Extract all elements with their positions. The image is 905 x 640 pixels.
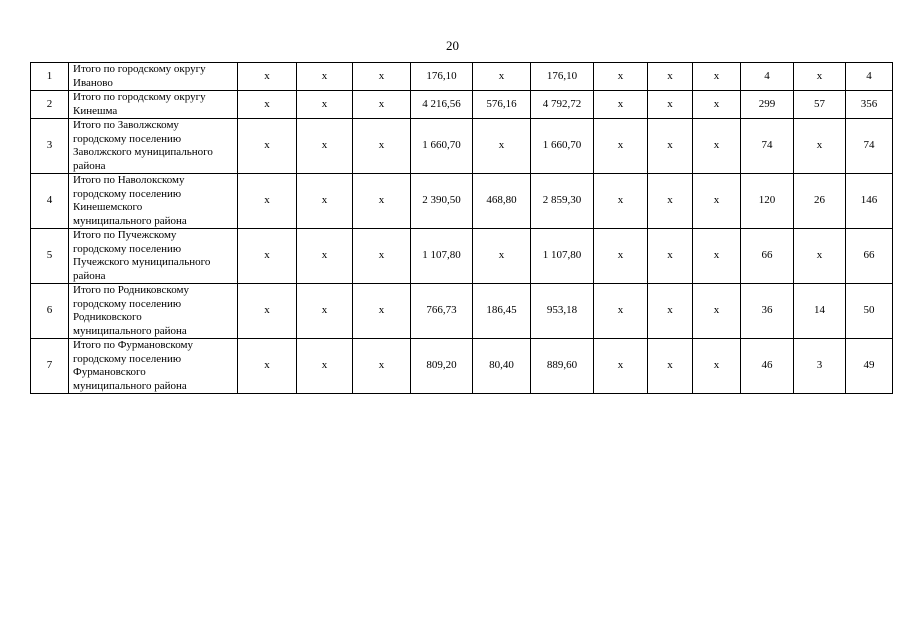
table-cell: x — [693, 229, 741, 284]
row-name-line: района — [73, 159, 106, 172]
table-cell: x — [648, 284, 693, 339]
table-cell: x — [238, 91, 297, 119]
table-cell: x — [353, 91, 411, 119]
table-cell: 889,60 — [531, 339, 594, 394]
table-cell: x — [238, 339, 297, 394]
table-cell: x — [238, 284, 297, 339]
row-name — [69, 339, 238, 394]
table-cell: x — [353, 174, 411, 229]
table-cell: x — [594, 339, 648, 394]
table-cell: x — [594, 284, 648, 339]
table-cell: x — [648, 174, 693, 229]
row-name-line: Фурмановского — [73, 366, 146, 378]
row-name-line: Итого по Родниковскому — [73, 284, 189, 296]
row-name-line: Итого по городскому округу — [73, 91, 206, 103]
table-cell: x — [794, 119, 846, 174]
table-cell: 50 — [846, 284, 893, 339]
table-cell: x — [353, 63, 411, 91]
table-row — [31, 119, 893, 174]
row-name-line: Заволжского муниципального — [73, 146, 213, 158]
row-name-line: Итого по Фурмановскому — [73, 339, 193, 351]
table-cell: x — [594, 119, 648, 174]
row-name — [69, 63, 238, 91]
table-cell: 468,80 — [473, 174, 531, 229]
table-cell: x — [794, 229, 846, 284]
table-cell: 80,40 — [473, 339, 531, 394]
table-cell: x — [353, 229, 411, 284]
table-cell: x — [297, 284, 353, 339]
table-cell: x — [648, 339, 693, 394]
table-cell: 4 792,72 — [531, 91, 594, 119]
table-cell: x — [353, 119, 411, 174]
table-cell: x — [594, 229, 648, 284]
table-cell: x — [297, 91, 353, 119]
table-cell: 120 — [741, 174, 794, 229]
row-name-line: муниципального района — [73, 324, 187, 337]
row-name-line: Родниковского — [73, 311, 142, 323]
table-cell: x — [297, 339, 353, 394]
table-cell: 176,10 — [411, 63, 473, 91]
row-name-line: Итого по Наволокскому — [73, 174, 185, 186]
table-cell: x — [297, 229, 353, 284]
table-cell: 1 660,70 — [411, 119, 473, 174]
table-cell: 66 — [741, 229, 794, 284]
table-row — [31, 229, 893, 284]
row-name-line: городскому поселению — [73, 352, 182, 365]
table-row — [31, 339, 893, 394]
row-name — [69, 91, 238, 119]
table-cell: x — [693, 284, 741, 339]
row-number: 5 — [31, 229, 69, 284]
row-name — [69, 284, 238, 339]
table-cell: 74 — [846, 119, 893, 174]
row-number: 7 — [31, 339, 69, 394]
table-cell: x — [297, 63, 353, 91]
table-cell: 809,20 — [411, 339, 473, 394]
table-cell: 1 107,80 — [411, 229, 473, 284]
table-cell: 14 — [794, 284, 846, 339]
row-name-line: городскому поселению — [73, 187, 182, 200]
table-cell: x — [238, 119, 297, 174]
table-cell: 4 216,56 — [411, 91, 473, 119]
table-cell: x — [353, 339, 411, 394]
table-row — [31, 284, 893, 339]
table-cell: 146 — [846, 174, 893, 229]
row-number: 3 — [31, 119, 69, 174]
table-cell: 26 — [794, 174, 846, 229]
table-cell: x — [648, 229, 693, 284]
row-name — [69, 119, 238, 174]
table-cell: 46 — [741, 339, 794, 394]
table-cell: 4 — [741, 63, 794, 91]
table-cell: 3 — [794, 339, 846, 394]
row-number: 2 — [31, 91, 69, 119]
table-cell: x — [473, 119, 531, 174]
table-cell: 57 — [794, 91, 846, 119]
table-cell: x — [473, 229, 531, 284]
table-cell: 74 — [741, 119, 794, 174]
table-cell: 356 — [846, 91, 893, 119]
table-cell: x — [238, 174, 297, 229]
table-cell: 49 — [846, 339, 893, 394]
table-cell: x — [473, 63, 531, 91]
table-cell: x — [693, 91, 741, 119]
table-cell: x — [594, 91, 648, 119]
table-cell: x — [648, 63, 693, 91]
row-name — [69, 174, 238, 229]
table-cell: 953,18 — [531, 284, 594, 339]
row-name-line: городскому поселению — [73, 132, 182, 145]
row-name-line: района — [73, 269, 106, 282]
table-cell: x — [693, 174, 741, 229]
table-cell: 176,10 — [531, 63, 594, 91]
table-cell: x — [594, 174, 648, 229]
table-cell: 2 859,30 — [531, 174, 594, 229]
table-cell: 2 390,50 — [411, 174, 473, 229]
table-cell: 186,45 — [473, 284, 531, 339]
table-cell: x — [648, 91, 693, 119]
table-cell: x — [693, 119, 741, 174]
row-name — [69, 229, 238, 284]
row-name-line: Кинешма — [73, 104, 118, 117]
row-name-line: муниципального района — [73, 214, 187, 227]
table-cell: x — [648, 119, 693, 174]
table-row — [31, 174, 893, 229]
row-name-line: Итого по городскому округу — [73, 63, 206, 75]
table-row — [31, 91, 893, 119]
summary-table — [30, 62, 893, 394]
table-cell: 36 — [741, 284, 794, 339]
table-cell: 766,73 — [411, 284, 473, 339]
row-name-line: Итого по Пучежскому — [73, 229, 177, 241]
table-cell: 299 — [741, 91, 794, 119]
table-cell: 1 660,70 — [531, 119, 594, 174]
table-cell: x — [693, 63, 741, 91]
row-name-line: Пучежского муниципального — [73, 256, 211, 268]
table-cell: 576,16 — [473, 91, 531, 119]
table-row — [31, 63, 893, 91]
table-body — [31, 63, 893, 394]
row-name-line: городскому поселению — [73, 242, 182, 255]
row-name-line: городскому поселению — [73, 297, 182, 310]
page-number: 20 — [446, 38, 459, 53]
table-cell: 66 — [846, 229, 893, 284]
table-cell: x — [297, 119, 353, 174]
row-name-line: Иваново — [73, 76, 113, 89]
table-cell: 1 107,80 — [531, 229, 594, 284]
row-name-line: Итого по Заволжскому — [73, 119, 179, 131]
table-cell: x — [297, 174, 353, 229]
row-number: 1 — [31, 63, 69, 91]
table-cell: x — [238, 63, 297, 91]
table-cell: x — [594, 63, 648, 91]
row-name-line: муниципального района — [73, 379, 187, 392]
table-cell: x — [693, 339, 741, 394]
table-cell: x — [353, 284, 411, 339]
table-cell: x — [238, 229, 297, 284]
row-number: 6 — [31, 284, 69, 339]
table-cell: 4 — [846, 63, 893, 91]
table-cell: x — [794, 63, 846, 91]
row-number: 4 — [31, 174, 69, 229]
row-name-line: Кинешемского — [73, 201, 143, 213]
